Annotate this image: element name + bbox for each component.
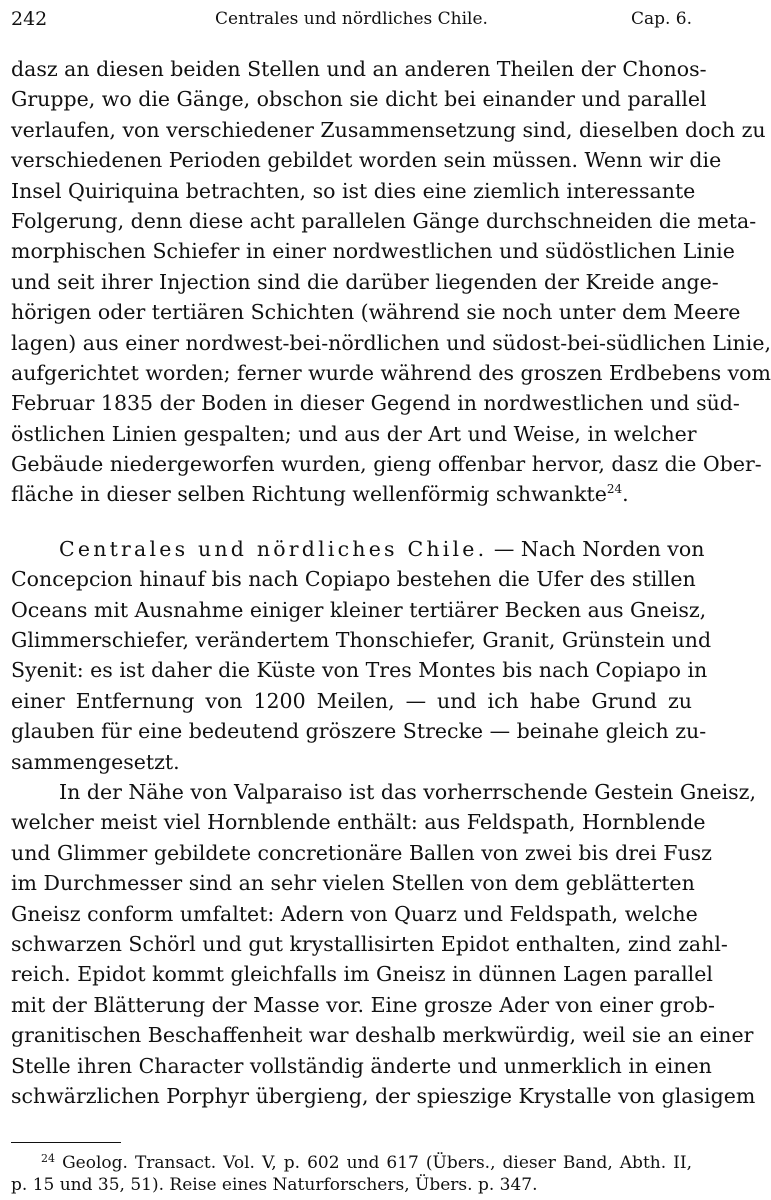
footnote-divider xyxy=(11,1142,121,1143)
text-line: Concepcion hinauf bis nach Copiapo bestehen die Ufer des stillen xyxy=(11,567,696,592)
text-line: und seit ihrer Injection sind die darüber liegenden der Kreide ange- xyxy=(11,269,719,294)
page-number: 242 xyxy=(11,8,48,30)
text-line: mit der Blätterung der Masse vor. Eine grosze Ader von einer grob- xyxy=(11,992,715,1017)
text-fragment: fläche in dieser selben Richtung wellenförmig schwankte xyxy=(11,482,607,507)
page-header xyxy=(11,5,692,33)
text-line: Stelle ihren Character vollständig änderte und unmerklich in einen xyxy=(11,1053,712,1078)
footnote-mark: 24 xyxy=(41,1152,55,1165)
text-line: Gebäude niedergeworfen wurden, gieng offenbar hervor, dasz die Ober- xyxy=(11,452,762,477)
text-line xyxy=(11,534,705,564)
text-line: einer Entfernung von 1200 Meilen, — und ich habe Grund zu xyxy=(11,688,692,713)
text-fragment: . xyxy=(622,482,629,507)
text-line: verlaufen, von verschiedener Zusammensetzung sind, dieselben doch zu xyxy=(11,117,766,142)
text-line: Oceans mit Ausnahme einiger kleiner tertiärer Becken aus Gneisz, xyxy=(11,597,707,622)
text-line: welcher meist viel Hornblende enthält: aus Feldspath, Hornblende xyxy=(11,810,706,835)
footnote xyxy=(11,1152,692,1196)
footnote-line: p. 15 und 35, 51). Reise eines Naturforschers, Übers. p. 347. xyxy=(11,1175,538,1195)
text-line: schwarzen Schörl und gut krystallisirten Epidot enthalten, zind zahl- xyxy=(11,931,728,956)
text-line: lagen) aus einer nordwest-bei-nördlichen und südost-bei-südlichen Linie, xyxy=(11,330,771,355)
text-line: aufgerichtet worden; ferner wurde während des groszen Erdbebens vom xyxy=(11,360,771,385)
text-line: Syenit: es ist daher die Küste von Tres Montes bis nach Copiapo in xyxy=(11,658,708,683)
footnote-reference: 24 xyxy=(606,482,623,497)
text-line: Februar 1835 der Boden in dieser Gegend in nordwestlichen und süd- xyxy=(11,391,740,416)
text-line: Gruppe, wo die Gänge, obschon sie dicht bei einander und parallel xyxy=(11,87,707,112)
running-title: Centrales und nördliches Chile. xyxy=(215,9,488,29)
text-line: Insel Quiriquina betrachten, so ist dies eine ziemlich interessante xyxy=(11,178,696,203)
text-line: und Glimmer gebildete concretionäre Ballen von zwei bis drei Fusz xyxy=(11,840,712,865)
text-line: sammengesetzt. xyxy=(11,749,180,774)
text-line: im Durchmesser sind an sehr vielen Stellen von dem geblätterten xyxy=(11,871,695,896)
text-line: verschiedenen Perioden gebildet worden sein müssen. Wenn wir die xyxy=(11,148,722,173)
footnote-text: Geolog. Transact. Vol. V, p. 602 und 617 (Übers., dieser Band, Abth. II, xyxy=(62,1153,693,1173)
text-fragment: — Nach Norden von xyxy=(493,536,705,561)
text-line: morphischen Schiefer in einer nordwestlichen und südöstlichen Linie xyxy=(11,239,735,264)
text-line: hörigen oder tertiären Schichten (während sie noch unter dem Meere xyxy=(11,300,741,325)
text-line: glauben für eine bedeutend gröszere Strecke — beinahe gleich zu- xyxy=(11,719,707,744)
paragraph xyxy=(11,777,756,1111)
paragraph-continued xyxy=(11,54,771,510)
text-line: östlichen Linien gespalten; und aus der Art und Weise, in welcher xyxy=(11,421,697,446)
text-line: Folgerung, denn diese acht parallelen Gänge durchschneiden die meta- xyxy=(11,208,757,233)
text-line: In der Nähe von Valparaiso ist das vorherrschende Gestein Gneisz, xyxy=(59,779,756,804)
text-line: Gneisz conform umfaltet: Adern von Quarz und Feldspath, welche xyxy=(11,901,698,926)
book-page xyxy=(11,0,771,1200)
section-paragraph xyxy=(11,534,712,777)
text-line: schwärzlichen Porphyr übergieng, der spieszige Krystalle von glasigem xyxy=(11,1083,756,1108)
text-line: granitischen Beschaffenheit war deshalb merkwürdig, weil sie an einer xyxy=(11,1023,754,1048)
section-heading: Centrales und nördliches Chile. xyxy=(59,536,488,561)
page-body xyxy=(11,54,771,1111)
text-line: dasz an diesen beiden Stellen und an anderen Theilen der Chonos- xyxy=(11,57,707,81)
chapter-label: Cap. 6. xyxy=(630,9,692,29)
text-line: reich. Epidot kommt gleichfalls im Gneisz in dünnen Lagen parallel xyxy=(11,962,713,987)
footnote-line xyxy=(11,1152,692,1174)
text-line xyxy=(11,479,692,509)
paragraph-gap xyxy=(11,510,692,534)
text-line: Glimmerschiefer, verändertem Thonschiefer, Granit, Grünstein und xyxy=(11,628,712,653)
